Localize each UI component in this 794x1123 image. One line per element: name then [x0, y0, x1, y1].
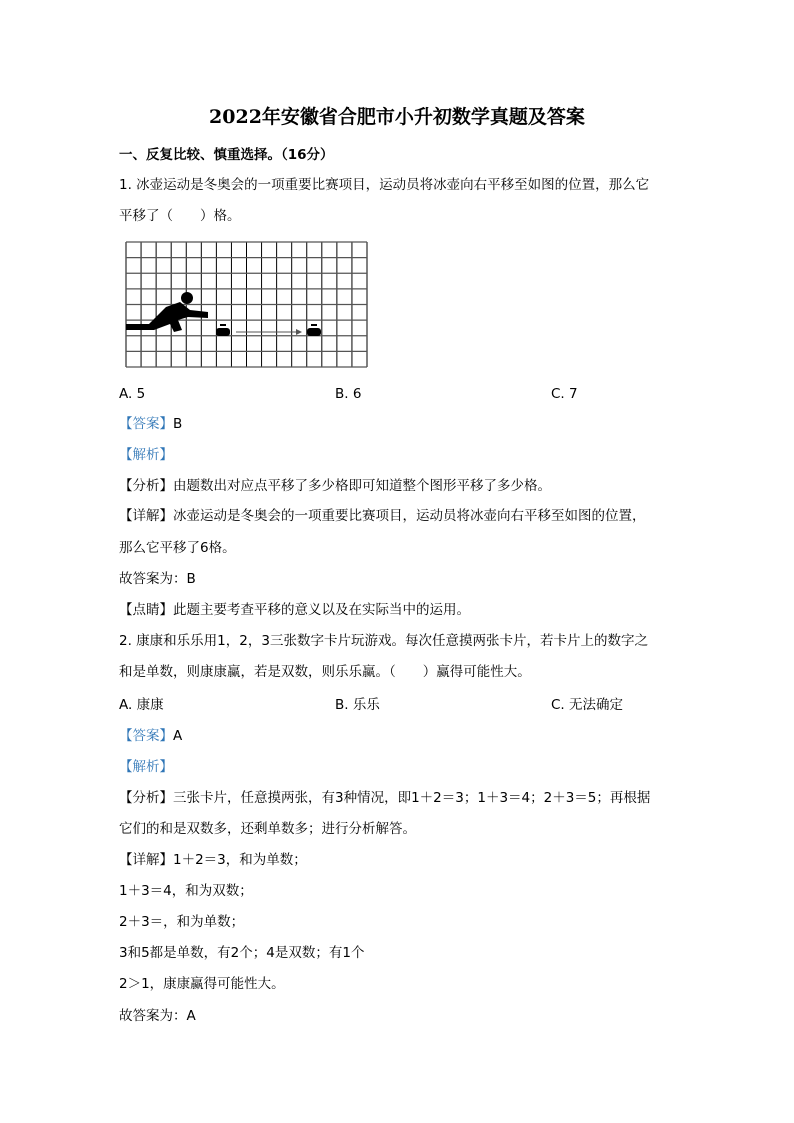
q2-line: 3和5都是单数，有2个；4是双数；有1个: [119, 945, 365, 961]
q1-answer: [119, 415, 182, 433]
dianjing-text: 此题主要考查平移的意义以及在实际当中的运用。: [173, 602, 470, 618]
q2-option-a: A. 康康: [119, 697, 164, 713]
fenxi-text: 由题数出对应点平移了多少格即可知道整个图形平移了多少格。: [173, 478, 551, 494]
answer-value: A: [173, 728, 183, 744]
xiangjie-label: 【详解】: [119, 852, 173, 868]
q2-stem-cont: 和是单数，则康康赢，若是双数，则乐乐赢。（ ）赢得可能性大。: [119, 664, 531, 680]
fenxi-text: 三张卡片，任意摸两张，有3种情况，即1＋2＝3；1＋3＝4；2＋3＝5；再根据: [173, 790, 651, 806]
q1-stem: 1. 冰壶运动是冬奥会的一项重要比赛项目，运动员将冰壶向右平移至如图的位置，那么它: [119, 177, 650, 193]
q1-stem-cont: 平移了（ ）格。: [119, 208, 241, 224]
curling-stone-icon: [216, 324, 230, 336]
q1-dianjing: [119, 601, 470, 619]
xiangjie-text: 冰壶运动是冬奥会的一项重要比赛项目，运动员将冰壶向右平移至如图的位置，: [173, 508, 646, 524]
fenxi-label: 【分析】: [119, 790, 173, 806]
answer-label: 【答案】: [119, 728, 173, 744]
q2-fenxi: [119, 789, 650, 807]
xiangjie-text: 1＋2＝3，和为单数；: [173, 852, 307, 868]
q1-option-b: B. 6: [335, 386, 362, 402]
q1-final: 故答案为：B: [119, 571, 196, 587]
q2-stem: 2. 康康和乐乐用1，2，3三张数字卡片玩游戏。每次任意摸两张卡片，若卡片上的数字之: [119, 633, 648, 649]
q2-option-b: B. 乐乐: [335, 697, 380, 713]
fenxi-label: 【分析】: [119, 478, 173, 494]
q2-line: 1＋3＝4，和为双数；: [119, 883, 253, 899]
page-title: 2022年安徽省合肥市小升初数学真题及答案: [209, 106, 585, 128]
q2-final: 故答案为：A: [119, 1008, 196, 1024]
q1-option-c: C. 7: [551, 386, 578, 402]
answer-label: 【答案】: [119, 416, 173, 432]
q2-fenxi-cont: 它们的和是双数多，还剩单数多；进行分析解答。: [119, 821, 416, 837]
q2-answer: [119, 727, 182, 745]
q2-line: 2＋3＝，和为单数；: [119, 914, 245, 930]
curling-grid-figure: [124, 240, 370, 370]
q1-analysis-label: 【解析】: [119, 447, 173, 463]
xiangjie-label: 【详解】: [119, 508, 173, 524]
q2-xiangjie: [119, 851, 307, 869]
curler-icon: [126, 292, 208, 332]
q2-option-c: C. 无法确定: [551, 697, 624, 713]
section-heading: 一、反复比较、慎重选择。（16分）: [119, 147, 334, 163]
grid-lines: [126, 242, 367, 367]
answer-value: B: [173, 416, 183, 432]
q1-xiangjie: [119, 507, 646, 525]
q2-analysis-label: 【解析】: [119, 759, 173, 775]
q1-option-a: A. 5: [119, 386, 146, 402]
q1-xiangjie-cont: 那么它平移了6格。: [119, 540, 236, 556]
q1-fenxi: [119, 477, 551, 495]
curling-stone-moved-icon: [307, 324, 321, 336]
dianjing-label: 【点睛】: [119, 602, 173, 618]
q2-line: 2＞1，康康赢得可能性大。: [119, 976, 285, 992]
